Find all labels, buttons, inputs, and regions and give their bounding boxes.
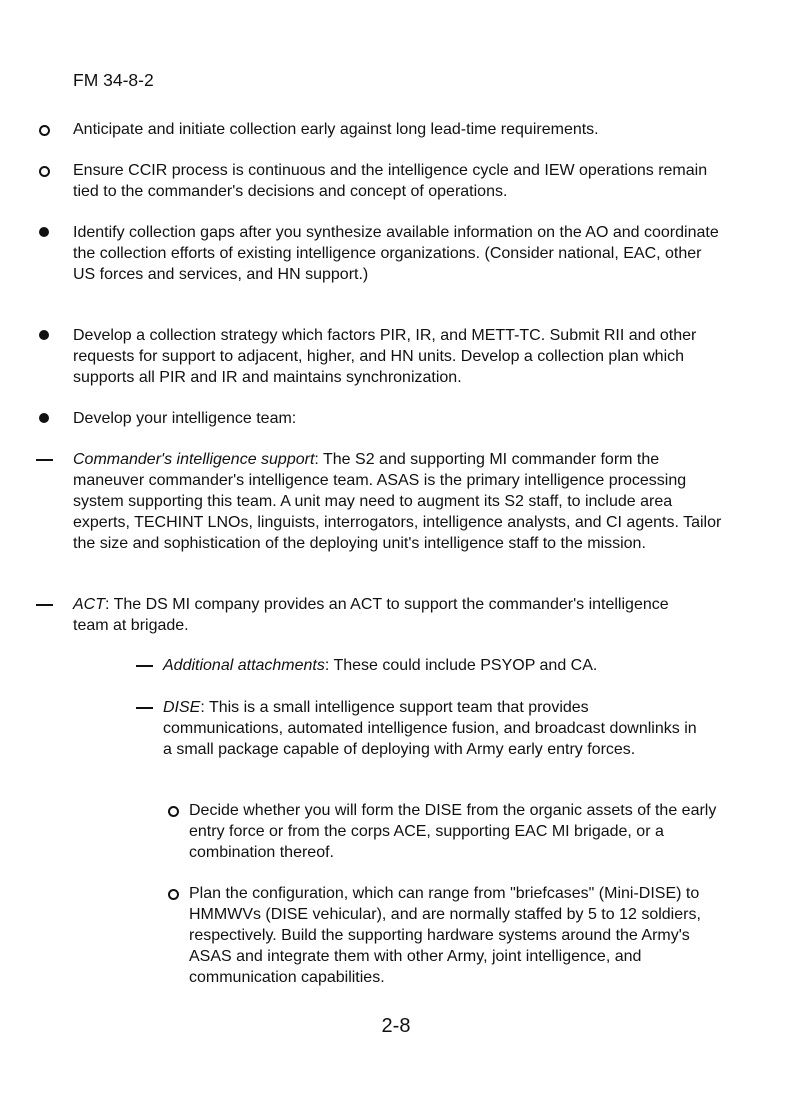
dash-item-text [73,594,683,636]
dash-item-text [73,449,723,554]
list-item [73,160,723,202]
list-item [73,408,723,429]
hollow-bullet-icon [168,889,179,900]
list-item-text: Ensure CCIR process is continuous and the intelligence cycle and IEW operations remain tied to the commander's decisions and concept of operations. [73,162,708,200]
page-number: 2-8 [381,1015,411,1037]
sub-dash-item [163,697,708,760]
list-item [73,222,723,285]
description: : This is a small intelligence support team that provides communications, automated intelligence fusion, and broadcast downlinks in a small package capable of deploying with Army early entry forces. [163,699,697,758]
list-item [73,119,723,140]
sub-list-item-text: Decide whether you will form the DISE from the organic assets of the early entry force or from the corps ACE, supporting EAC MI brigade, or a combination thereof. [189,802,717,861]
list-item-text: Anticipate and initiate collection early against long lead-time requirements. [73,121,599,138]
hollow-bullet-icon [39,125,50,136]
description: : The S2 and supporting MI commander form the maneuver commander's intelligence team. ASAS is the primary intelligence processing system supporting this team. A unit may need to augment its S2 staff, to include area experts, TECHINT LNOs, linguists, interrogators, intelligence analysts, and CI agents. Tailor the size and sophistication of the deploying unit's intelligence staff to the mission. [73,451,722,552]
sub-dash-item-text [163,697,708,760]
list-item-text: Develop your intelligence team: [73,410,297,427]
sub-list-item-text: Plan the configuration, which can range from "briefcases" (Mini-DISE) to HMMWVs (DISE vehicular), and are normally staffed by 5 to 12 soldiers, respectively. Build the supporting hardware systems around the Army's ASAS and integrate them with other Army, joint intelligence, and communication capabilities. [189,885,701,986]
list-item-text: Develop a collection strategy which factors PIR, IR, and METT-TC. Submit RII and other requests for support to adjacent, higher, and HN units. Develop a collection plan which supports all PIR and IR and maintains synchronization. [73,327,697,386]
sub-dash-item-text [163,655,723,676]
term: DISE [163,699,201,716]
em-dash-icon [36,604,53,606]
sub-dash-item [163,655,723,676]
term: ACT [73,596,105,613]
em-dash-icon [136,665,153,667]
list-item [73,325,713,388]
term: Commander's intelligence support [73,451,315,468]
term: Additional attachments [163,657,325,674]
solid-bullet-icon [39,330,49,340]
em-dash-icon [136,707,153,709]
document-id: FM 34-8-2 [73,70,154,90]
hollow-bullet-icon [168,806,179,817]
sub-list-item [189,883,729,988]
sub-list-item [189,800,724,863]
dash-item [73,449,723,554]
solid-bullet-icon [39,227,49,237]
hollow-bullet-icon [39,166,50,177]
em-dash-icon [36,459,53,461]
list-item-text: Identify collection gaps after you synthesize available information on the AO and coordinate the collection efforts of existing intelligence organizations. (Consider national, EAC, other US forces and services, and HN support.) [73,224,719,283]
description: : These could include PSYOP and CA. [324,657,598,674]
dash-item [73,594,683,636]
description: : The DS MI company provides an ACT to support the commander's intelligence team at brigade. [73,596,669,634]
solid-bullet-icon [39,413,49,423]
